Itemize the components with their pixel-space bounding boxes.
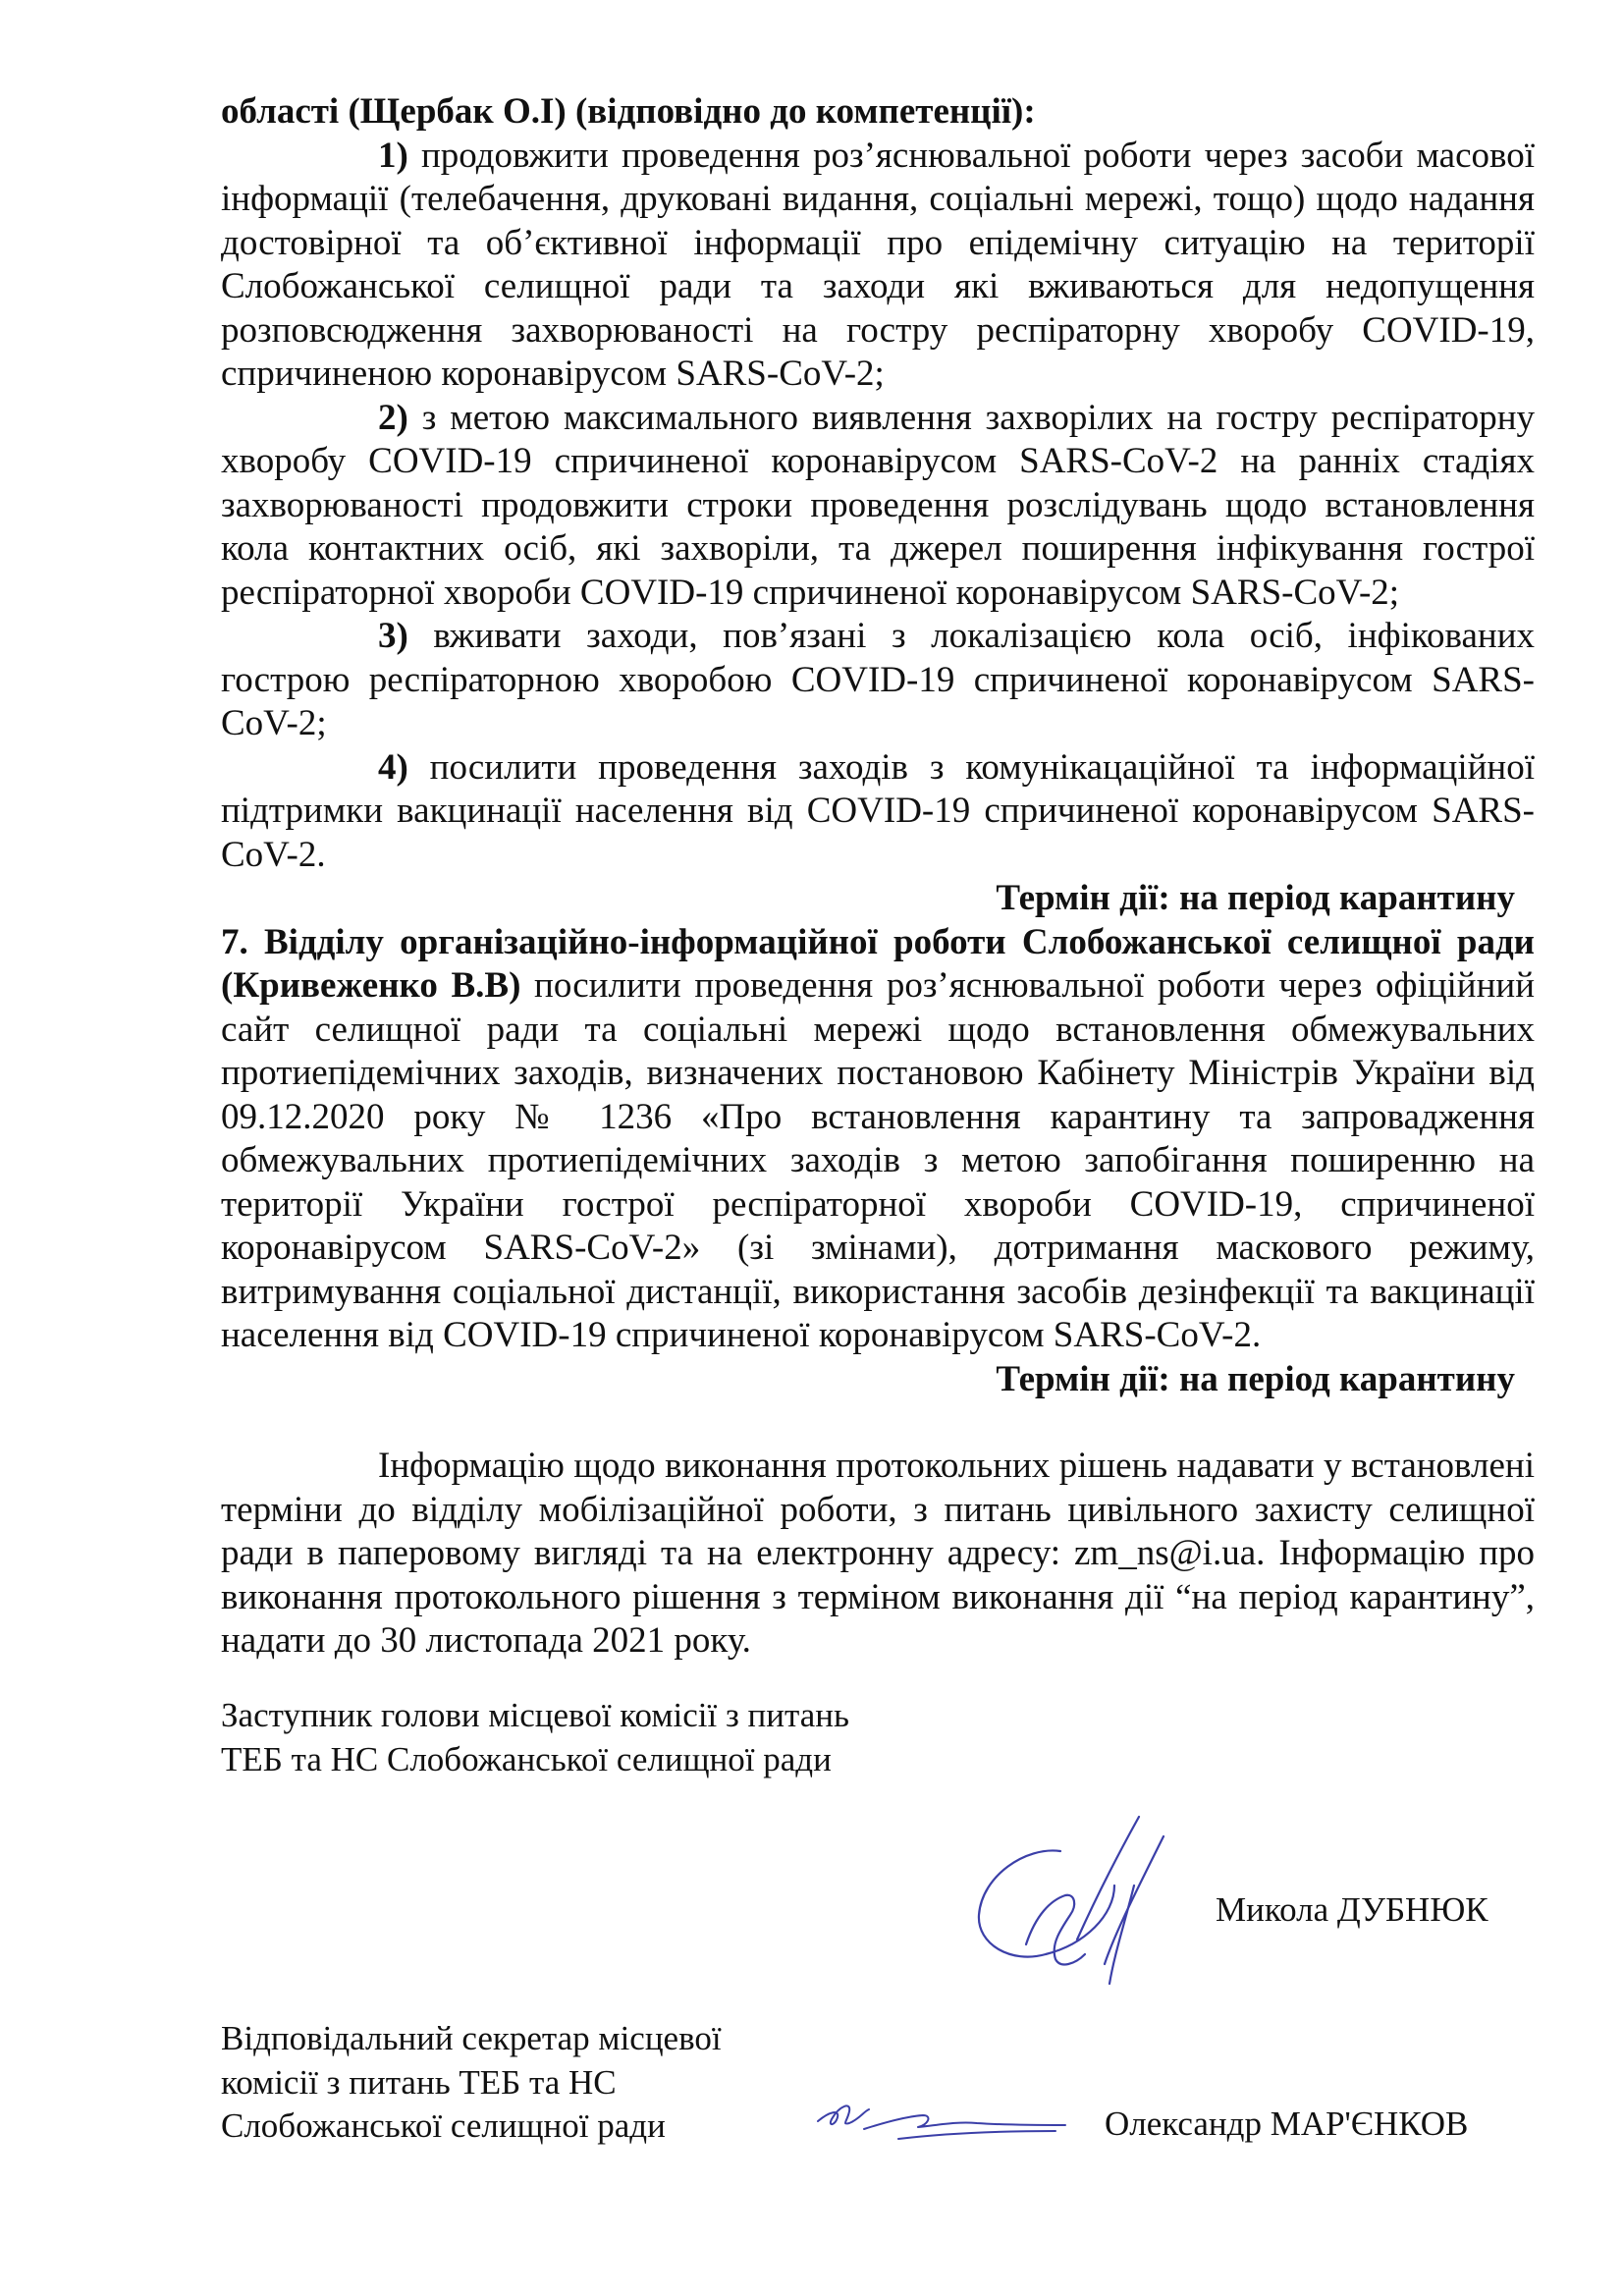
secretary-signature-image (810, 2082, 1105, 2160)
deputy-title-line-1: Заступник голови місцевої комісії з питань (221, 1696, 849, 1734)
secretary-title-line-1: Відповідальний секретар місцевої (221, 2019, 722, 2057)
item-1-number: 1) (378, 135, 408, 176)
paragraph-oblasti (221, 90, 1535, 135)
deadline-2: Термін дії: на період карантину (996, 1358, 1515, 1399)
item-3-number: 3) (378, 616, 408, 656)
deputy-title-line-2: ТЕБ та НС Слобожанської селищної ради (221, 1739, 832, 1778)
secretary-title-line-2: комісії з питань ТЕБ та НС (221, 2062, 617, 2102)
item-2 (221, 397, 1535, 616)
item-2-number: 2) (378, 397, 408, 438)
deputy-name: Микола ДУБНЮК (1216, 1890, 1488, 1929)
deadline-1: Термін дії: на період карантину (996, 878, 1515, 918)
item-7 (221, 921, 1535, 1358)
item-3 (221, 615, 1535, 746)
item-4-text: посилити проведення заходів з комунікацаційної та інформаційної підтримки вакцинації населення від COVID-19 спричиненої коронавірусом SARS-CoV-2. (221, 746, 1535, 875)
deputy-signature-block (221, 1694, 1535, 1781)
info-paragraph: Інформацію щодо виконання протокольних рішень надавати у встановлені терміни до відділу мобілізаційної роботи, з питань цивільного захисту селищної ради в паперовому вигляді та на електронну адресу: zm_ns@i.ua. Інформацію про виконання протокольного рішення з терміном виконання дії “на період карантину”, надати до 30 листопада 2021 року. (221, 1446, 1535, 1661)
oblasti-heading: області (Щербак О.І) (відповідно до компетенції): (221, 91, 1036, 132)
item-1 (221, 135, 1535, 397)
item-7-text: посилити проведення роз’яснювальної роботи через офіційний сайт селищної ради та соціальні мережі щодо встановлення обмежувальних протиепідемічних заходів, визначених постановою Кабінету Міністрів України від 09.12.2020 року № 1236 «Про встановлення карантину та запровадження обмежувальних протиепідемічних заходів з метою запобігання поширенню на території України гострої респіраторної хвороби COVID-19, спричиненої коронавірусом SARS-CoV-2» (зі змінами), дотримання маскового режиму, витримування соціальної дистанції, використання засобів дезінфекції та вакцинації населення від COVID-19 спричиненої коронавірусом SARS-CoV-2. (221, 965, 1536, 1355)
item-3-text: вживати заходи, пов’язані з локалізацією кола осіб, інфікованих гострою респіраторною хворобою COVID-19 спричиненої коронавірусом SARS-CoV-2; (221, 616, 1535, 743)
item-2-text: з метою максимального виявлення захворілих на гостру респіраторну хворобу COVID-19 спричиненої коронавірусом SARS-CoV-2 на ранніх стадіях захворюваності продовжити строки проведення розслідувань щодо встановлення кола контактних осіб, які захворіли, та джерел поширення інфікування гострої респіраторної хвороби COVID-19 спричиненої коронавірусом SARS-CoV-2; (221, 397, 1535, 613)
secretary-name: Олександр МАР'ЄНКОВ (1105, 2105, 1469, 2143)
deputy-signature-image (967, 1807, 1183, 1994)
secretary-title-line-3: Слобожанської селищної ради (221, 2106, 666, 2145)
item-4-number: 4) (378, 746, 408, 788)
document-body (221, 90, 1535, 1664)
item-1-text: продовжити проведення роз’яснювальної роботи через засоби масової інформації (телебачення, друковані видання, соціальні мережі, тощо) щодо надання достовірної та об’єктивної інформації про епідемічну ситуацію на території Слобожанської селищної ради та заходи які вживаються для недопущення розповсюдження захворюваності на гостру респіраторну хворобу COVID-19, спричиненою коронавірусом SARS-CoV-2; (221, 135, 1535, 394)
item-7-heading: 7. Відділу організаційно-інформаційної роботи Слобожанської селищної ради (Кривеженко В.В) (221, 921, 1535, 1006)
spacer (221, 1401, 1535, 1445)
item-4 (221, 746, 1535, 878)
